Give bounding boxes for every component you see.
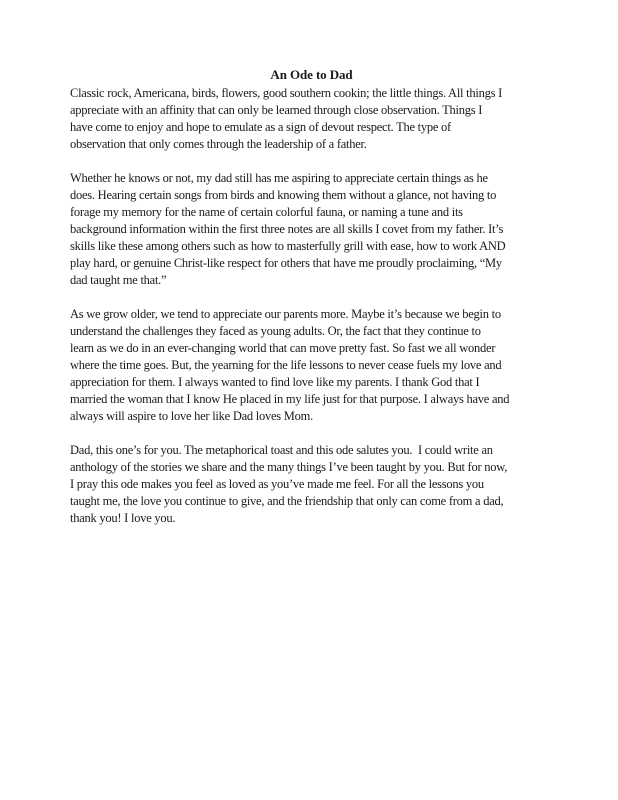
text-line: play hard, or genuine Christ-like respect for others that have me proudly proclaiming, “My [70,256,502,270]
document-title: An Ode to Dad [270,67,353,82]
text-line: skills like these among others such as how to masterfully grill with ease, how to work AND [70,239,506,253]
paragraph-1 [70,85,552,153]
text-line: Whether he knows or not, my dad still has me aspiring to appreciate certain things as he [70,171,488,185]
paragraph-4 [70,442,552,527]
text-line: forage my memory for the name of certain colorful fauna, or naming a tune and its [70,205,463,219]
text-line: As we grow older, we tend to appreciate our parents more. Maybe it’s because we begin to [70,307,501,321]
text-line: dad taught me that.” [70,273,167,287]
text-line: I pray this ode makes you feel as loved as you’ve made me feel. For all the lessons you [70,477,484,491]
paragraph-2 [70,170,552,289]
text-line: observation that only comes through the leadership of a father. [70,137,367,151]
text-line: anthology of the stories we share and the many things I’ve been taught by you. But for now, [70,460,508,474]
text-line: understand the challenges they faced as young adults. Or, the fact that they continue to [70,324,481,338]
document-body [70,85,552,527]
text-line: appreciate with an affinity that can only be learned through close observation. Things I [70,103,483,117]
text-line: does. Hearing certain songs from birds and knowing them without a glance, not having to [70,188,497,202]
text-line: learn as we do in an ever-changing world that can move pretty fast. So fast we all wonder [70,341,496,355]
text-line: background information within the first three notes are all skills I covet from my father. It’s [70,222,504,236]
paragraph-3 [70,306,552,425]
text-line: Classic rock, Americana, birds, flowers, good southern cookin; the little things. All things I [70,86,502,100]
text-line: have come to enjoy and hope to emulate as a sign of devout respect. The type of [70,120,451,134]
text-line: taught me, the love you continue to give, and the friendship that only can come from a dad, [70,494,504,508]
text-line: always will aspire to love her like Dad loves Mom. [70,409,313,423]
text-line: Dad, this one’s for you. The metaphorical toast and this ode salutes you. I could write an [70,443,493,457]
text-line: thank you! I love you. [70,511,176,525]
text-line: married the woman that I know He placed in my life just for that purpose. I always have and [70,392,510,406]
text-line: where the time goes. But, the yearning for the life lessons to never cease fuels my love and [70,358,502,372]
text-line: appreciation for them. I always wanted to find love like my parents. I thank God that I [70,375,480,389]
